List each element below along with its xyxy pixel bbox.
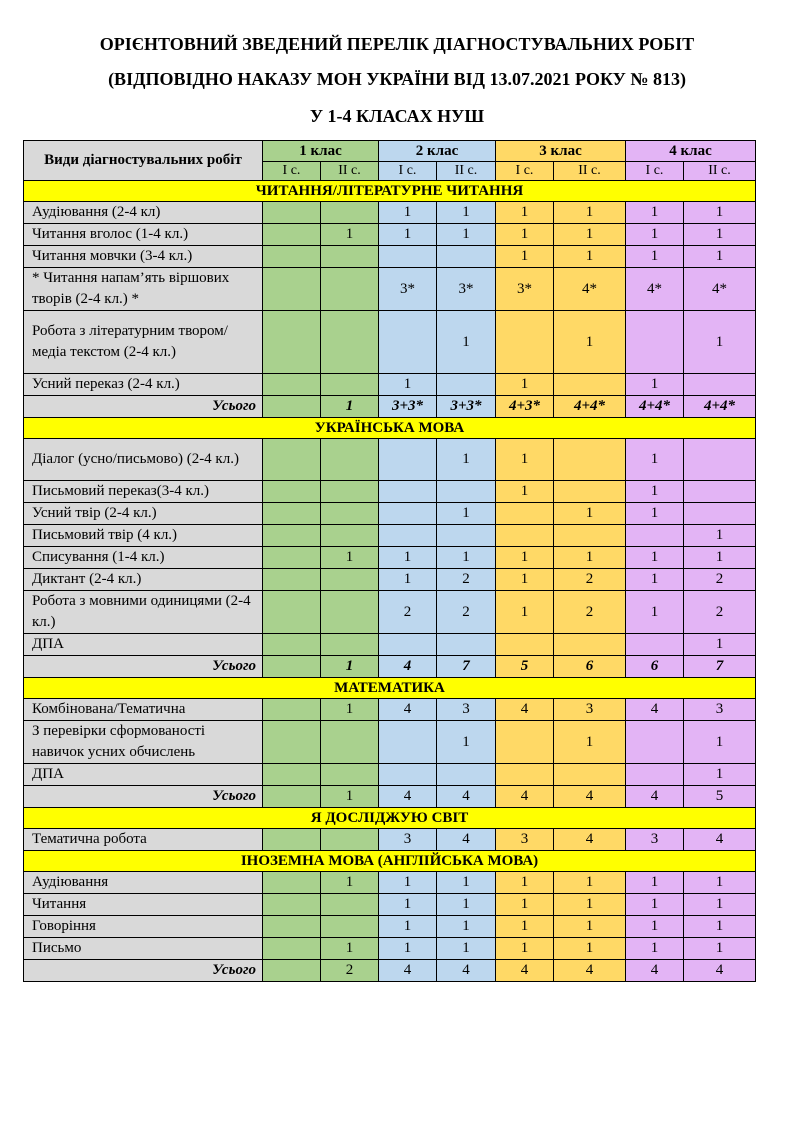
value-cell	[379, 764, 437, 786]
value-cell	[626, 721, 684, 764]
value-cell	[684, 439, 756, 481]
value-cell: 1	[626, 872, 684, 894]
value-cell	[263, 634, 321, 656]
table-row	[24, 202, 756, 224]
total-cell: 4	[626, 786, 684, 808]
value-cell: 1	[321, 872, 379, 894]
value-cell: 1	[626, 938, 684, 960]
value-cell	[263, 872, 321, 894]
value-cell: 1	[684, 938, 756, 960]
total-label: Усього	[24, 786, 263, 808]
semester-header: ІІ с.	[684, 162, 756, 181]
value-cell	[321, 634, 379, 656]
value-cell: 1	[554, 202, 626, 224]
table-row	[24, 246, 756, 268]
value-cell	[379, 311, 437, 374]
value-cell	[321, 894, 379, 916]
total-cell: 1	[321, 396, 379, 418]
value-cell	[437, 634, 496, 656]
total-cell: 4	[437, 786, 496, 808]
value-cell: 1	[554, 503, 626, 525]
value-cell: 1	[496, 894, 554, 916]
row-label: Тематична робота	[24, 829, 263, 851]
total-cell: 4+4*	[554, 396, 626, 418]
value-cell: 1	[684, 246, 756, 268]
value-cell: 1	[626, 503, 684, 525]
value-cell	[437, 374, 496, 396]
value-cell: 1	[496, 591, 554, 634]
total-cell: 4	[437, 960, 496, 982]
total-row	[24, 786, 756, 808]
value-cell	[437, 481, 496, 503]
total-cell: 4	[496, 960, 554, 982]
value-cell: 1	[684, 764, 756, 786]
total-cell	[263, 960, 321, 982]
value-cell	[263, 894, 321, 916]
value-cell: 3	[554, 699, 626, 721]
value-cell: 1	[379, 224, 437, 246]
value-cell: 1	[626, 202, 684, 224]
section-header-row	[24, 851, 756, 872]
value-cell	[554, 481, 626, 503]
value-cell: 2	[437, 569, 496, 591]
table-row	[24, 547, 756, 569]
value-cell: 4	[496, 699, 554, 721]
value-cell: 1	[626, 916, 684, 938]
table-row	[24, 481, 756, 503]
value-cell: 1	[626, 481, 684, 503]
value-cell: 1	[321, 938, 379, 960]
table-body	[24, 181, 756, 982]
value-cell	[626, 634, 684, 656]
value-cell	[496, 721, 554, 764]
total-cell: 3+3*	[379, 396, 437, 418]
total-cell: 3+3*	[437, 396, 496, 418]
table-row	[24, 591, 756, 634]
value-cell: 1	[496, 547, 554, 569]
table-row	[24, 699, 756, 721]
value-cell	[554, 374, 626, 396]
value-cell: 2	[554, 591, 626, 634]
table-row	[24, 569, 756, 591]
table-row	[24, 503, 756, 525]
value-cell: 1	[321, 547, 379, 569]
grade-header-row	[24, 141, 756, 162]
total-cell: 4+4*	[684, 396, 756, 418]
total-cell	[263, 786, 321, 808]
total-cell: 4+3*	[496, 396, 554, 418]
value-cell: 1	[554, 916, 626, 938]
value-cell: 1	[379, 894, 437, 916]
section-title: Я ДОСЛІДЖУЮ СВІТ	[24, 808, 756, 829]
value-cell: 3*	[379, 268, 437, 311]
total-cell: 2	[321, 960, 379, 982]
value-cell	[321, 503, 379, 525]
value-cell: 1	[496, 481, 554, 503]
value-cell: 1	[684, 872, 756, 894]
value-cell	[263, 311, 321, 374]
value-cell: 1	[684, 916, 756, 938]
table-row	[24, 224, 756, 246]
grade-4-header: 4 клас	[626, 141, 756, 162]
page-grades-title: У 1-4 КЛАСАХ НУШ	[309, 106, 485, 126]
value-cell: 1	[626, 439, 684, 481]
value-cell	[626, 311, 684, 374]
value-cell	[263, 938, 321, 960]
value-cell	[263, 547, 321, 569]
value-cell	[321, 569, 379, 591]
value-cell: 1	[554, 246, 626, 268]
value-cell: 1	[554, 894, 626, 916]
value-cell: 1	[684, 525, 756, 547]
value-cell	[379, 503, 437, 525]
value-cell: 1	[379, 374, 437, 396]
row-label: Аудіювання	[24, 872, 263, 894]
total-cell	[263, 396, 321, 418]
types-header: Види діагностувальних робіт	[24, 141, 263, 181]
row-label: ДПА	[24, 764, 263, 786]
table-row	[24, 525, 756, 547]
value-cell: 3	[684, 699, 756, 721]
value-cell: 1	[684, 202, 756, 224]
total-cell: 1	[321, 656, 379, 678]
total-cell: 4	[554, 960, 626, 982]
total-cell: 4	[684, 960, 756, 982]
value-cell: 1	[437, 894, 496, 916]
value-cell: 1	[321, 224, 379, 246]
table-row	[24, 634, 756, 656]
value-cell: 2	[684, 591, 756, 634]
total-cell: 7	[437, 656, 496, 678]
total-cell	[263, 656, 321, 678]
value-cell	[379, 525, 437, 547]
value-cell: 1	[626, 224, 684, 246]
total-label: Усього	[24, 960, 263, 982]
value-cell: 1	[496, 374, 554, 396]
semester-header: І с.	[496, 162, 554, 181]
value-cell: 1	[554, 547, 626, 569]
total-cell: 4	[379, 656, 437, 678]
row-label: Усний твір (2-4 кл.)	[24, 503, 263, 525]
value-cell	[379, 634, 437, 656]
semester-header: І с.	[379, 162, 437, 181]
section-header-row	[24, 678, 756, 699]
grade-1-header: 1 клас	[263, 141, 379, 162]
page-title: ОРІЄНТОВНИЙ ЗВЕДЕНИЙ ПЕРЕЛІК ДІАГНОСТУВАЛЬНИХ РОБІТ	[99, 34, 695, 54]
value-cell: 1	[626, 569, 684, 591]
total-cell: 4	[379, 960, 437, 982]
value-cell	[321, 311, 379, 374]
value-cell	[263, 591, 321, 634]
value-cell: 1	[379, 916, 437, 938]
value-cell	[379, 481, 437, 503]
value-cell	[321, 591, 379, 634]
value-cell: 4*	[684, 268, 756, 311]
value-cell	[554, 764, 626, 786]
row-label: Списування (1-4 кл.)	[24, 547, 263, 569]
value-cell	[379, 721, 437, 764]
value-cell	[626, 764, 684, 786]
row-label: Письмовий переказ(3-4 кл.)	[24, 481, 263, 503]
section-title: ЧИТАННЯ/ЛІТЕРАТУРНЕ ЧИТАННЯ	[24, 181, 756, 202]
value-cell: 1	[437, 938, 496, 960]
table-row	[24, 311, 756, 374]
row-label: Письмо	[24, 938, 263, 960]
total-cell: 5	[684, 786, 756, 808]
table-row	[24, 374, 756, 396]
section-title: МАТЕМАТИКА	[24, 678, 756, 699]
total-cell: 4	[379, 786, 437, 808]
semester-header: ІІ с.	[437, 162, 496, 181]
value-cell	[321, 764, 379, 786]
value-cell: 1	[496, 569, 554, 591]
row-label: Говоріння	[24, 916, 263, 938]
row-label: Робота з літературним твором/медіа текстом (2-4 кл.)	[24, 311, 263, 374]
value-cell: 1	[684, 224, 756, 246]
value-cell	[496, 764, 554, 786]
value-cell	[263, 829, 321, 851]
value-cell: 3*	[437, 268, 496, 311]
value-cell: 1	[437, 721, 496, 764]
value-cell	[437, 246, 496, 268]
row-label: Диктант (2-4 кл.)	[24, 569, 263, 591]
value-cell: 1	[437, 916, 496, 938]
table-row	[24, 872, 756, 894]
total-cell: 6	[554, 656, 626, 678]
value-cell: 1	[496, 938, 554, 960]
total-cell: 1	[321, 786, 379, 808]
value-cell	[263, 525, 321, 547]
value-cell	[496, 311, 554, 374]
value-cell: 3*	[496, 268, 554, 311]
value-cell: 1	[496, 916, 554, 938]
value-cell: 2	[554, 569, 626, 591]
value-cell: 1	[554, 721, 626, 764]
value-cell	[263, 764, 321, 786]
value-cell: 1	[379, 938, 437, 960]
value-cell: 4	[684, 829, 756, 851]
diagnostic-works-table	[23, 140, 756, 982]
row-label: Читання вголос (1-4 кл.)	[24, 224, 263, 246]
value-cell: 1	[379, 569, 437, 591]
value-cell: 3	[496, 829, 554, 851]
value-cell: 1	[496, 439, 554, 481]
value-cell: 1	[626, 591, 684, 634]
value-cell	[321, 829, 379, 851]
value-cell: 4	[379, 699, 437, 721]
value-cell	[379, 439, 437, 481]
value-cell	[321, 268, 379, 311]
value-cell: 1	[496, 246, 554, 268]
page-subtitle: (ВІДПОВІДНО НАКАЗУ МОН УКРАЇНИ ВІД 13.07.2021 РОКУ № 813)	[108, 69, 686, 89]
value-cell: 1	[554, 872, 626, 894]
total-cell: 4+4*	[626, 396, 684, 418]
value-cell	[263, 439, 321, 481]
table-row	[24, 439, 756, 481]
section-header-row	[24, 418, 756, 439]
value-cell: 1	[684, 894, 756, 916]
section-title: ІНОЗЕМНА МОВА (АНГЛІЙСЬКА МОВА)	[24, 851, 756, 872]
value-cell: 2	[684, 569, 756, 591]
value-cell	[321, 525, 379, 547]
value-cell	[437, 525, 496, 547]
semester-header: ІІ с.	[554, 162, 626, 181]
value-cell	[263, 916, 321, 938]
value-cell	[321, 721, 379, 764]
value-cell: 1	[379, 872, 437, 894]
total-row	[24, 396, 756, 418]
value-cell: 1	[379, 547, 437, 569]
value-cell: 1	[437, 202, 496, 224]
semester-header: І с.	[263, 162, 321, 181]
row-label: Письмовий твір (4 кл.)	[24, 525, 263, 547]
value-cell	[626, 525, 684, 547]
table-row	[24, 938, 756, 960]
grade-3-header: 3 клас	[496, 141, 626, 162]
value-cell	[684, 503, 756, 525]
value-cell	[321, 439, 379, 481]
value-cell: 1	[554, 224, 626, 246]
section-header-row	[24, 181, 756, 202]
value-cell: 1	[684, 721, 756, 764]
value-cell	[321, 246, 379, 268]
row-label: Читання	[24, 894, 263, 916]
value-cell: 4*	[554, 268, 626, 311]
value-cell	[263, 202, 321, 224]
total-row	[24, 656, 756, 678]
total-cell: 4	[626, 960, 684, 982]
table-row	[24, 894, 756, 916]
value-cell	[496, 634, 554, 656]
value-cell: 1	[437, 503, 496, 525]
value-cell	[263, 503, 321, 525]
row-label: ДПА	[24, 634, 263, 656]
value-cell	[684, 374, 756, 396]
value-cell: 4*	[626, 268, 684, 311]
table-row	[24, 268, 756, 311]
total-label: Усього	[24, 396, 263, 418]
row-label: Усний переказ (2-4 кл.)	[24, 374, 263, 396]
value-cell	[496, 503, 554, 525]
value-cell	[263, 721, 321, 764]
value-cell: 1	[626, 246, 684, 268]
semester-header: І с.	[626, 162, 684, 181]
value-cell: 1	[496, 202, 554, 224]
value-cell	[554, 439, 626, 481]
value-cell: 4	[437, 829, 496, 851]
value-cell	[496, 525, 554, 547]
total-cell: 4	[496, 786, 554, 808]
value-cell: 1	[437, 224, 496, 246]
total-row	[24, 960, 756, 982]
total-cell: 5	[496, 656, 554, 678]
value-cell: 1	[437, 872, 496, 894]
table-row	[24, 916, 756, 938]
value-cell: 1	[684, 634, 756, 656]
value-cell	[263, 374, 321, 396]
table-row	[24, 764, 756, 786]
section-title: УКРАЇНСЬКА МОВА	[24, 418, 756, 439]
value-cell: 1	[496, 872, 554, 894]
value-cell	[379, 246, 437, 268]
table-row	[24, 829, 756, 851]
value-cell	[263, 224, 321, 246]
value-cell: 1	[554, 938, 626, 960]
row-label: * Читання напам’ять віршових творів (2-4 кл.) *	[24, 268, 263, 311]
semester-header: ІІ с.	[321, 162, 379, 181]
value-cell	[684, 481, 756, 503]
value-cell: 1	[437, 547, 496, 569]
total-cell: 4	[554, 786, 626, 808]
row-label: Діалог (усно/письмово) (2-4 кл.)	[24, 439, 263, 481]
value-cell: 1	[626, 894, 684, 916]
total-label: Усього	[24, 656, 263, 678]
value-cell	[321, 374, 379, 396]
value-cell	[263, 481, 321, 503]
value-cell: 1	[496, 224, 554, 246]
row-label: Комбінована/Тематична	[24, 699, 263, 721]
value-cell	[321, 916, 379, 938]
total-cell: 6	[626, 656, 684, 678]
value-cell	[554, 525, 626, 547]
row-label: Робота з мовними одиницями (2-4 кл.)	[24, 591, 263, 634]
value-cell: 1	[437, 311, 496, 374]
value-cell: 1	[626, 547, 684, 569]
value-cell: 1	[626, 374, 684, 396]
value-cell	[554, 634, 626, 656]
value-cell: 1	[554, 311, 626, 374]
value-cell: 1	[684, 311, 756, 374]
value-cell: 4	[554, 829, 626, 851]
value-cell	[263, 268, 321, 311]
value-cell: 3	[437, 699, 496, 721]
grade-2-header: 2 клас	[379, 141, 496, 162]
value-cell	[321, 202, 379, 224]
value-cell: 3	[379, 829, 437, 851]
value-cell	[263, 699, 321, 721]
value-cell: 1	[379, 202, 437, 224]
value-cell	[263, 569, 321, 591]
row-label: Читання мовчки (3-4 кл.)	[24, 246, 263, 268]
value-cell	[321, 481, 379, 503]
value-cell: 4	[626, 699, 684, 721]
row-label: З перевірки сформованості навичок усних обчислень	[24, 721, 263, 764]
value-cell: 1	[437, 439, 496, 481]
value-cell: 2	[379, 591, 437, 634]
value-cell: 2	[437, 591, 496, 634]
total-cell: 7	[684, 656, 756, 678]
value-cell	[437, 764, 496, 786]
value-cell: 1	[684, 547, 756, 569]
table-row	[24, 721, 756, 764]
section-header-row	[24, 808, 756, 829]
value-cell	[263, 246, 321, 268]
value-cell: 1	[321, 699, 379, 721]
value-cell: 3	[626, 829, 684, 851]
row-label: Аудіювання (2-4 кл)	[24, 202, 263, 224]
